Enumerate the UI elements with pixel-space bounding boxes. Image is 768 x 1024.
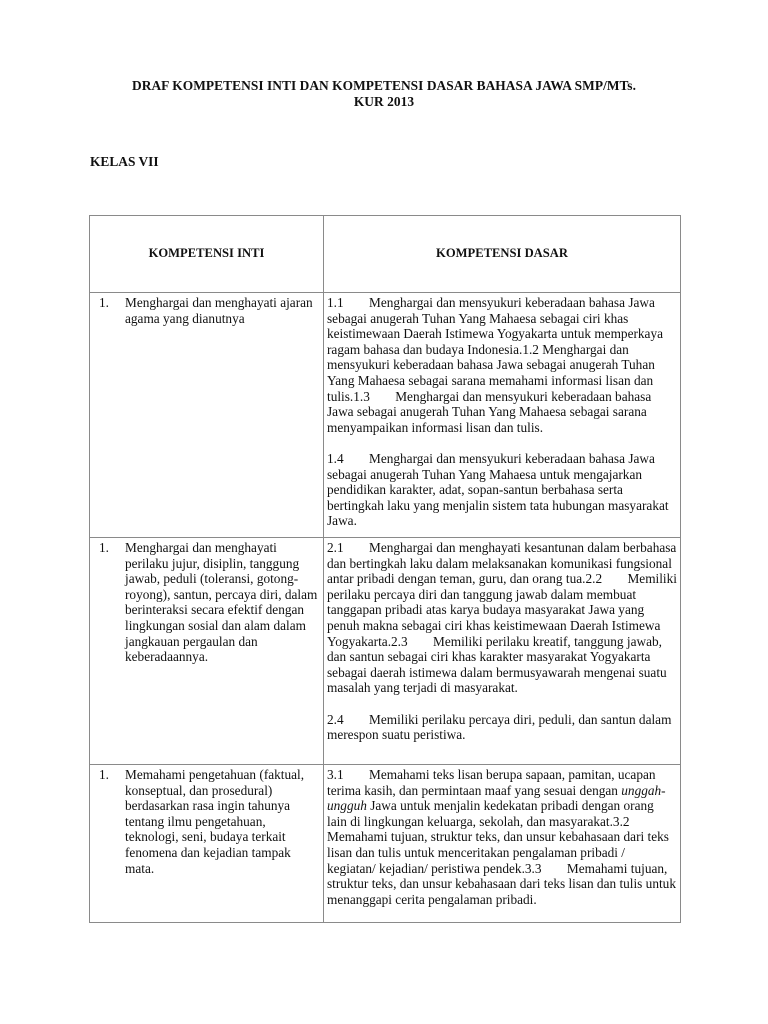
kd-text: Memiliki perilaku percaya diri, peduli, dan santun dalam merespon suatu peristiwa. bbox=[327, 711, 672, 743]
kd-code: 3.3 bbox=[524, 860, 542, 876]
kd-cell bbox=[324, 765, 681, 923]
kd-text: Memahami tujuan, struktur teks, dan unsur kebahasaan dari teks lisan dan tulis untuk menanggapi cerita pengalaman pribadi. bbox=[327, 860, 676, 907]
kd-text: Menghargai dan mensyukuri keberadaan bahasa Jawa sebagai anugerah Tuhan Yang Mahaesa sebagai sarana memahami informasi lisan dan tulis. bbox=[327, 341, 655, 404]
kd-code: 1.2 bbox=[522, 341, 539, 357]
ki-text: Menghargai dan menghayati perilaku jujur, disiplin, tanggung jawab, peduli (toleransi, gotong-royong), santun, percaya diri, dalam berinteraksi secara efektif dengan lingkungan sosial dan alam dalam jangkauan pergaulan dan keberadaannya. bbox=[125, 540, 318, 665]
kd-text: Memiliki perilaku kreatif, tanggung jawab, dan santun sebagai ciri khas karakter masyarakat Yogyakarta sebagai daerah istimewa dalam bermusyawarah mengenai suatu masalah yang terjadi di masyarakat. bbox=[327, 633, 667, 696]
ki-number: 1. bbox=[99, 767, 109, 782]
ki-number: 1. bbox=[99, 295, 109, 310]
document-title-line-2: KUR 2013 bbox=[353, 94, 415, 109]
kd-text: Menghargai dan mensyukuri keberadaan bahasa Jawa sebagai anugerah Tuhan Yang Mahaesa sebagai ciri khas keistimewaan Daerah Istimewa Yogyakarta untuk memperkaya ragam bahasa dan budaya Indonesia. bbox=[327, 295, 664, 357]
document-title bbox=[80, 78, 688, 110]
ki-cell bbox=[90, 765, 324, 923]
class-heading: KELAS VII bbox=[90, 154, 159, 169]
kd-text: Menghargai dan mensyukuri keberadaan bahasa Jawa sebagai anugerah Tuhan Yang Mahaesa untuk mengajarkan pendidikan karakter, adat, sopan-santun berbahasa serta bertingkah laku yang menjalin sistem tata hubungan masyarakat Jawa. bbox=[327, 450, 669, 529]
header-kompetensi-inti: KOMPETENSI INTI bbox=[90, 216, 324, 293]
document-title-line-1: DRAF KOMPETENSI INTI DAN KOMPETENSI DASAR BAHASA JAWA SMP/MTs. bbox=[132, 78, 636, 93]
kd-paragraph bbox=[327, 295, 677, 435]
kd-paragraph bbox=[327, 767, 677, 907]
table-row bbox=[90, 538, 681, 765]
kd-text: Memiliki perilaku percaya diri dan tanggung jawab dalam membuat tanggapan pribadi atas karya budaya masyarakat Jawa yang penuh makna sebagai ciri khas keistimewaan Daerah Istimewa Yogyakarta. bbox=[327, 571, 677, 649]
kd-code: 2.3 bbox=[391, 633, 408, 649]
kd-text: Menghargai dan menghayati kesantunan dalam berbahasa dan bertingkah laku dalam melaksanakan komunikasi fungsional antar pribadi dengan teman, guru, dan orang tua. bbox=[327, 540, 677, 587]
kd-code: 3.1 bbox=[327, 767, 344, 782]
kd-paragraph bbox=[327, 540, 677, 696]
ki-number: 1. bbox=[99, 540, 109, 555]
competency-table bbox=[89, 215, 681, 923]
kd-text: Jawa untuk menjalin kedekatan pribadi dengan orang lain di lingkungan keluarga, sekolah, dan masyarakat. bbox=[327, 798, 654, 829]
ki-text: Memahami pengetahuan (faktual, konseptual, dan prosedural) berdasarkan rasa ingin tahunya tentang ilmu pengetahuan, teknologi, seni, budaya terkait fenomena dan kejadian tampak mata. bbox=[125, 767, 305, 876]
kd-paragraph bbox=[327, 712, 677, 743]
ki-cell bbox=[90, 538, 324, 765]
kd-code: 1.4 bbox=[327, 450, 344, 466]
kd-code: 2.2 bbox=[585, 571, 603, 587]
ki-text: Menghargai dan menghayati ajaran agama yang dianutnya bbox=[125, 295, 313, 326]
table-row bbox=[90, 293, 681, 538]
table-row bbox=[90, 765, 681, 923]
kd-code: 1.3 bbox=[353, 388, 370, 404]
kd-code: 1.1 bbox=[327, 295, 344, 310]
kd-text: Memahami teks lisan berupa sapaan, pamitan, ucapan terima kasih, dan permintaan maaf yang sesuai dengan bbox=[327, 767, 656, 798]
kd-text: Menghargai dan mensyukuri keberadaan bahasa Jawa sebagai anugerah Tuhan Yang Mahaesa sebagai sarana menyampaikan informasi lisan dan tulis. bbox=[327, 388, 652, 435]
kd-cell bbox=[324, 293, 681, 538]
kd-text: Memahami tujuan, struktur teks, dan unsur kebahasaan dari teks lisan dan tulis untuk menceritakan pengalaman pribadi / kegiatan/ kejadian/ peristiwa pendek. bbox=[327, 829, 669, 876]
kd-code: 2.1 bbox=[327, 540, 344, 555]
table-header-row bbox=[90, 216, 681, 293]
kd-cell bbox=[324, 538, 681, 765]
kd-code: 3.2 bbox=[612, 813, 630, 829]
kd-italic-term: unggah-ungguh bbox=[327, 782, 666, 814]
kd-paragraph bbox=[327, 451, 677, 529]
ki-cell bbox=[90, 293, 324, 538]
kd-code: 2.4 bbox=[327, 711, 344, 727]
header-kompetensi-dasar: KOMPETENSI DASAR bbox=[324, 216, 681, 293]
